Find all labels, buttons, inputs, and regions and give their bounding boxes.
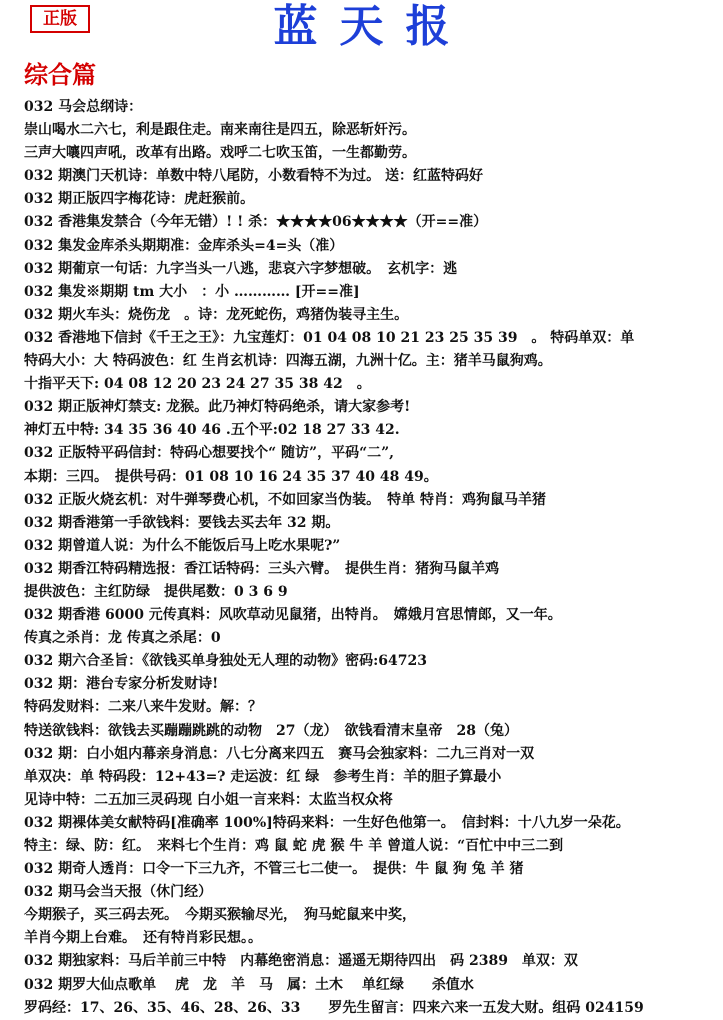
text-line: 羊肖今期上台难。 还有特肖彩民想。。 — [24, 930, 262, 947]
text-line: 032 期马会当天报（休门经） — [24, 884, 213, 901]
text-line: 032 香港集发禁合（今年无错）! ! 杀：★★★★06★★★★（开==准） — [24, 214, 488, 231]
text-line: 032 期香港第一手欲钱料：要钱去买去年 32 期。 — [24, 514, 340, 531]
text-line: 传真之杀肖：龙 传真之杀尾：0 — [24, 630, 221, 647]
text-line: 三声大嚷四声吼，改革有出路。戏呼二七吹玉笛，一生都勤劳。 — [24, 145, 416, 162]
text-line: 032 期裸体美女献特码[准确率 100%]特码来料：一生好色他第一。 信封料：十八九岁一朵花。 — [24, 814, 630, 831]
text-line: 032 期罗大仙点歌单 虎 龙 羊 马 属：土木 单红绿 杀值水 — [24, 976, 474, 993]
text-line: 032 集发※期期 tm 大小 ：小 ………… [开==准] — [24, 283, 360, 300]
text-line: 神灯五中特: 34 35 36 40 46 .五个平:02 18 27 33 42. — [24, 422, 400, 439]
text-line: 见诗中特：二五加三灵码现 白小姐一言来料：太监当权众将 — [24, 791, 393, 808]
text-line: 032 期火车头：烧伤龙 。诗：龙死蛇伤，鸡猪伪装寻主生。 — [24, 306, 409, 323]
text-line: 提供波色：主红防绿 提供尾数：0 3 6 9 — [24, 583, 288, 600]
text-line: 032 期奇人透肖：口令一下三九齐，不管三七二使一。 提供：牛 鼠 狗 兔 羊 猪 — [24, 861, 524, 878]
text-line: 032 正版火烧玄机：对牛弹琴费心机，不如回家当伪装。 特单 特肖：鸡狗鼠马羊猪 — [24, 491, 546, 508]
text-line: 032 集发金库杀头期期准：金库杀头=4=头（准） — [24, 237, 344, 254]
text-line: 特送欲钱料：欲钱去买蹦蹦跳跳的动物 27（龙） 欲钱看清末皇帝 28（兔） — [24, 722, 518, 739]
text-line: 十指平天下: 04 08 12 20 23 24 27 35 38 42 。 — [24, 376, 371, 393]
text-line: 032 期：港台专家分析发财诗! — [24, 676, 219, 693]
section-heading: 综合篇 — [24, 60, 96, 89]
text-line: 今期猴子，买三码去死。 今期买猴输尽光， 狗马蛇鼠来中奖， — [24, 907, 416, 924]
text-line: 032 期六合圣旨：《欲钱买单身独处无人理的动物》密码:64723 — [24, 653, 427, 670]
text-line: 032 马会总纲诗： — [24, 99, 143, 115]
text-line: 032 期香港 6000 元传真料：风吹草动见鼠猪，出特肖。 嫦娥月宫思情郎，又一年。 — [24, 607, 562, 624]
article-lines — [24, 96, 714, 1020]
text-line: 032 期正版神灯禁支: 龙猴。此乃神灯特码绝杀，请大家参考! — [24, 399, 411, 416]
text-line: 特码大小：大 特码波色：红 生肖玄机诗：四海五湖，九洲十亿。主：猪羊马鼠狗鸡。 — [24, 353, 552, 370]
text-line: 032 期独家料：马后羊前三中特 内幕绝密消息：遥遥无期待四出 码 2389 单双：双 — [24, 953, 578, 970]
text-line: 032 期澳门天机诗：单数中特八尾防，小数看特不为过。 送：红蓝特码好 — [24, 168, 483, 185]
text-line: 特码发财料：二来八来牛发财。解：？ — [24, 699, 262, 716]
text-line: 032 期曾道人说：为什么不能饭后马上吃水果呢?” — [24, 537, 341, 554]
text-line: 032 正版特平码信封：特码心想要找个“ 随访”，平码“二”, — [24, 445, 395, 462]
text-line: 032 期香江特码精选报：香江话特码：三头六臂。 提供生肖：猪狗马鼠羊鸡 — [24, 560, 500, 577]
text-line: 032 期正版四字梅花诗：虎赶猴前。 — [24, 191, 255, 208]
text-line: 单双决：单 特码段：12+43=? 走运波：红 绿 参考生肖：羊的胆子算最小 — [24, 768, 502, 785]
newspaper-title: 蓝天报 — [273, 1, 472, 52]
text-line: 032 期葡京一句话：九字当头一八逃，悲哀六字梦想破。 玄机字：逃 — [24, 260, 458, 277]
text-line: 本期：三四。 提供号码：01 08 10 16 24 35 37 40 48 49。 — [24, 468, 438, 485]
text-line: 罗码经：17、26、35、46、28、26、33 罗先生留言：四来六来一五发大财。组码 024159 — [24, 999, 644, 1016]
text-line: 崇山喝水二六七，利是跟住走。南来南往是四五，除恶斩奸污。 — [24, 122, 416, 139]
genuine-edition-badge: 正版 — [30, 5, 90, 33]
text-line: 特主：绿、防：红。 来料七个生肖：鸡 鼠 蛇 虎 猴 牛 羊 曾道人说：“百忙中中三二到 — [24, 838, 564, 854]
text-line: 032 期：白小姐内幕亲身消息：八七分离来四五 赛马会独家料：二九三肖对一双 — [24, 745, 535, 762]
text-line: 032 香港地下信封《千王之王》：九宝莲灯：01 04 08 10 21 23 25 35 39 。 特码单双：单 — [24, 329, 635, 346]
